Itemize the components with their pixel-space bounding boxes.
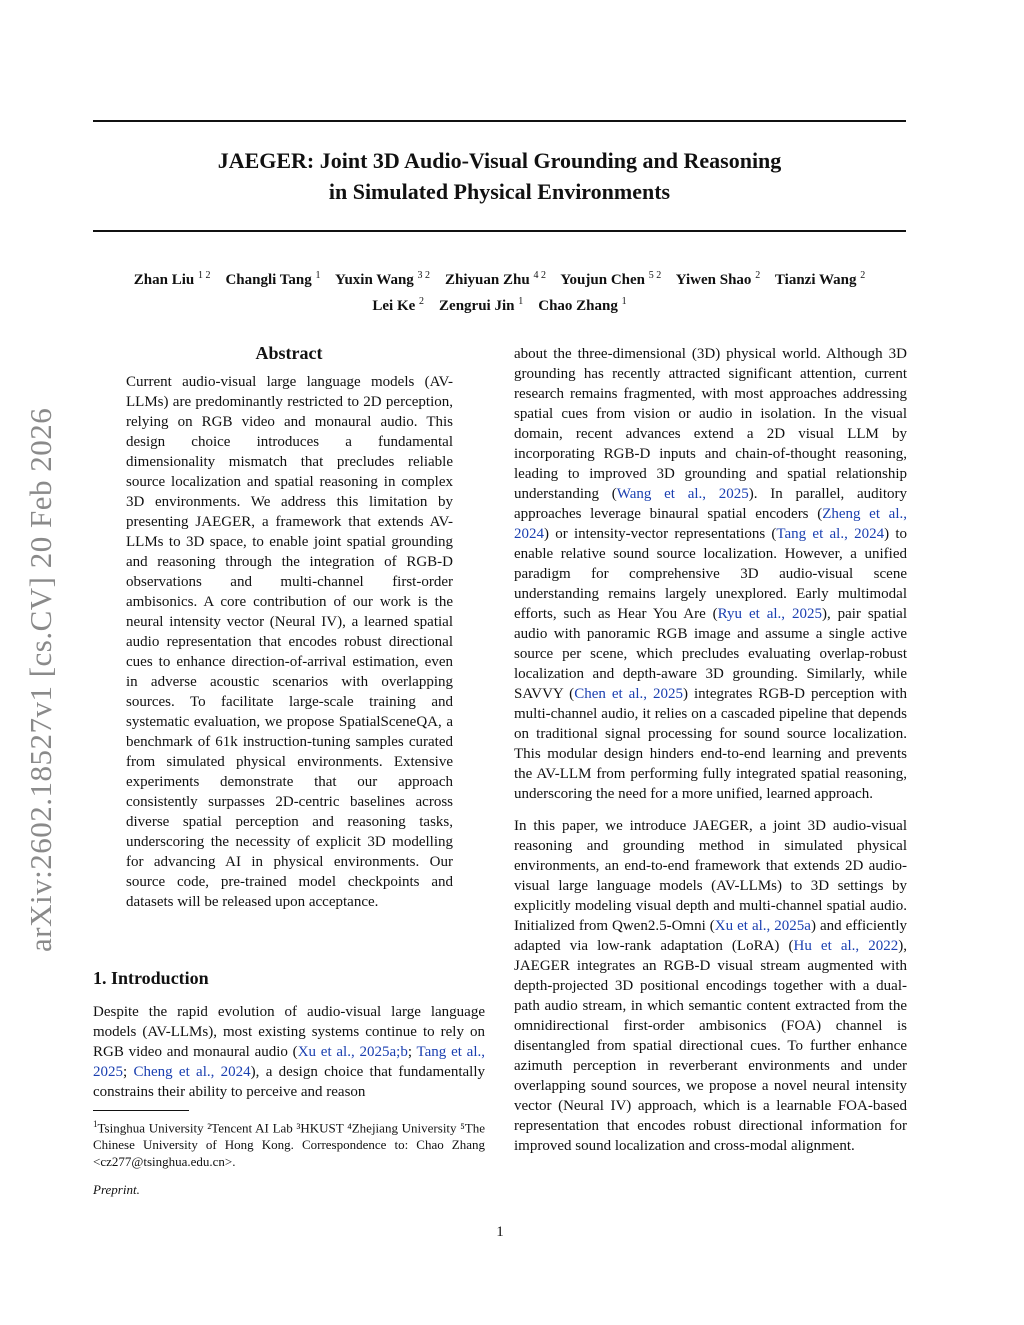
author: Lei Ke: [372, 298, 416, 314]
page-number: 1: [496, 1224, 504, 1240]
citation-link[interactable]: Cheng et al., 2024: [133, 1064, 251, 1080]
author: Changli Tang: [225, 272, 312, 288]
author: Zhan Liu: [133, 272, 195, 288]
title-line-2: in Simulated Physical Environments: [328, 179, 671, 204]
affiliation-footnote: $^1$Tsinghua University ²Tencent AI Lab ³HKUST ⁴Zhejiang University ⁵The Chinese University of Hong Kong. Correspondence to: Chao Zhang <cz277@tsinghua.edu.cn>.: [93, 1119, 485, 1170]
author: Youjun Chen: [560, 272, 646, 288]
citation-link[interactable]: Ryu et al., 2025: [717, 606, 822, 622]
author: Yuxin Wang: [334, 272, 414, 288]
citation-link[interactable]: Tang et al., 2025: [93, 1044, 485, 1080]
right-column: [514, 344, 907, 1156]
author-line-1: Zhan Liu $^{1 2}$ Changli Tang $^1$ Yuxin Wang $^{3 2}$ Zhiyuan Zhu $^{4 2}$ Youjun Chen $^{5 2}$ Yiwen Shao $^2$ Tianzi Wang $^2$: [133, 270, 866, 288]
citation-link[interactable]: Xu et al., 2025a;b: [297, 1044, 408, 1060]
abstract-heading: Abstract: [255, 343, 323, 363]
author: Tianzi Wang: [774, 272, 857, 288]
arxiv-watermark: arXiv:2602.18527v1 [cs.CV] 20 Feb 2026: [23, 407, 58, 952]
citation-link[interactable]: Wang et al., 2025: [616, 486, 749, 502]
right-paragraph-2: In this paper, we introduce JAEGER, a joint 3D audio-visual reasoning and grounding method in simulated physical environments, an end-to-end framework that extends 2D audio-visual large language models (AV-LLMs) to 3D settings by explicitly modeling visual depth and multi-channel spatial audio. Initialized from Qwen2.5-Omni (Xu et al., 2025a) and efficiently adapted via low-rank adaptation (LoRA) (Hu et al., 2022), JAEGER integrates an RGB-D visual stream augmented with depth-projected 3D positional encodings together with a dual-path audio stream, in which semantic content extracted from the omnidirectional first-order ambisonics (FOA) channel is disentangled from spatial directional cues. To further enhance azimuth perception in reverberant environments and under overlapping sound sources, we propose a novel neural intensity vector (Neural IV) approach, which is a learnable FOA-based representation that encodes robust directional information for improved sound localization and cross-modal alignment.: [514, 818, 908, 1154]
citation-link[interactable]: Tang et al., 2024: [776, 526, 885, 542]
paper-title: [93, 145, 906, 207]
title-line-1: JAEGER: Joint 3D Audio-Visual Grounding and Reasoning: [217, 148, 782, 173]
author: Yiwen Shao: [675, 272, 752, 288]
abstract-body: Current audio-visual large language models (AV-LLMs) are predominantly restricted to 2D perception, relying on RGB video and monaural audio. This design choice introduces a fundamental dimensionality mismatch that precludes reliable source localization and spatial reasoning in complex 3D environments. We address this limitation by presenting JAEGER, a framework that extends AV-LLMs to 3D space, to enable joint spatial grounding and reasoning through the integration of RGB-D observations and multi-channel first-order ambisonics. A core contribution of our work is the neural intensity vector (Neural IV), a learned spatial audio representation that encodes robust directional cues to enhance direction-of-arrival estimation, even in adverse acoustic scenarios with overlapping sources. To facilitate large-scale training and systematic evaluation, we propose SpatialSceneQA, a benchmark of 61k instruction-tuning samples curated from simulated physical environments. Extensive experiments demonstrate that our approach consistently surpasses 2D-centric baselines across diverse spatial perception and reasoning tasks, underscoring the necessity of explicit 3D modelling for advancing AI in physical environments. Our source code, pre-trained model checkpoints and datasets will be released upon acceptance.: [126, 374, 453, 910]
footnote-rule: [93, 1110, 189, 1111]
title-top-rule: [93, 120, 906, 122]
citation-link[interactable]: Chen et al., 2025: [574, 686, 684, 702]
citation-link[interactable]: Hu et al., 2022: [793, 938, 899, 954]
author: Zengrui Jin: [439, 298, 515, 314]
author: Zhiyuan Zhu: [445, 272, 530, 288]
introduction-heading: 1. Introduction: [93, 968, 209, 988]
author-line-2: Lei Ke $^2$ Zengrui Jin $^1$ Chao Zhang $^1$: [372, 296, 627, 314]
author-list: [93, 265, 906, 317]
preprint-label: Preprint.: [93, 1182, 140, 1197]
author: Chao Zhang: [538, 298, 618, 314]
intro-paragraph-1: Despite the rapid evolution of audio-visual large language models (AV-LLMs), most existing systems continue to rely on RGB video and monaural audio (Xu et al., 2025a;b; Tang et al., 2025; Cheng et al., 2024), a design choice that fundamentally constrains their ability to perceive and reason: [93, 1004, 485, 1100]
right-paragraph-1: about the three-dimensional (3D) physical world. Although 3D grounding has recently attracted significant attention, current research remains fragmented, with most approaches addressing spatial cues from vision or audio in isolation. In the visual domain, recent advances extend a 2D visual LLM by incorporating RGB-D inputs and chain-of-thought reasoning, leading to improved 3D grounding and spatial relationship understanding (Wang et al., 2025). In parallel, auditory approaches leverage binaural spatial encoders (Zheng et al., 2024) or intensity-vector representations (Tang et al., 2024) to enable relative sound source localization. However, a unified paradigm for comprehensive 3D audio-visual scene understanding remains largely unexplored. Early multimodal efforts, such as Hear You Are (Ryu et al., 2025), pair spatial audio with panoramic RGB image and assume a single active source per scene, which precludes evaluating overlap-robust localization and depth-aware 3D grounding. Similarly, while SAVVY (Chen et al., 2025) integrates RGB-D perception with multi-channel audio, it relies on a cascaded pipeline that depends on traditional signal processing for sound source localization. This modular design hinders end-to-end learning and prevents the AV-LLM from performing fully integrated spatial reasoning, underscoring the need for a more unified, learned approach.: [514, 346, 908, 802]
citation-link[interactable]: Zheng et al., 2024: [514, 506, 907, 542]
citation-link[interactable]: Xu et al., 2025a: [714, 918, 811, 934]
title-bottom-rule: [93, 230, 906, 232]
